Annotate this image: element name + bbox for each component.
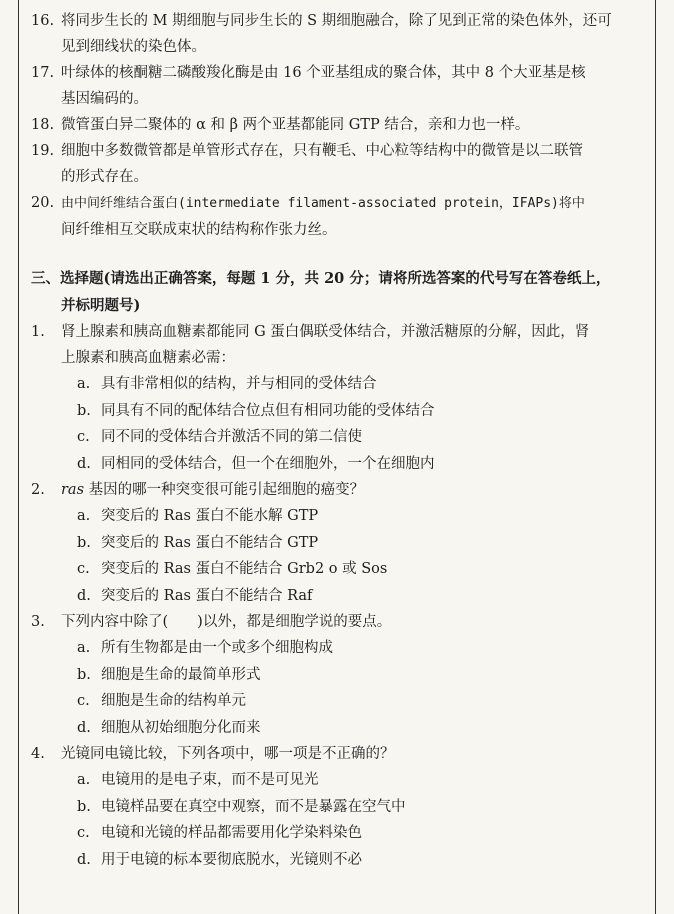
option-text: 同不同的受体结合并激活不同的第二信使 [101, 429, 362, 445]
question-3 [31, 609, 645, 741]
tf-item-19 [31, 138, 645, 190]
question-number: 4. [31, 746, 45, 762]
item-text: 细胞中多数微管都是单管形式存在，只有鞭毛、中心粒等结构中的微管是以二联管 [61, 143, 583, 159]
option-letter: a. [77, 508, 91, 524]
option-text: 用于电镜的标本要彻底脱水，光镜则不必 [101, 851, 362, 868]
option-a [77, 371, 645, 398]
question-2 [31, 477, 645, 609]
option-text: 细胞是生命的结构单元 [101, 693, 246, 709]
option-text: 电镜和光镜的样品都需要用化学染料染色 [101, 825, 362, 841]
option-letter: d. [77, 851, 91, 868]
option-text: 突变后的 Ras 蛋白不能结合 GTP [101, 534, 319, 551]
item-number: 16. [31, 13, 55, 29]
option-text: 细胞是生命的最简单形式 [101, 666, 261, 683]
option-letter: d. [77, 455, 91, 472]
item-text-cont: 间纤维相互交联成束状的结构称作张力丝。 [61, 222, 337, 238]
option-text: 突变后的 Ras 蛋白不能水解 GTP [101, 508, 319, 524]
option-text: 突变后的 Ras 蛋白不能结合 Raf [101, 587, 313, 604]
option-letter: b. [77, 402, 91, 419]
option-text: 所有生物都是由一个或多个细胞构成 [101, 640, 333, 656]
option-letter: a. [77, 376, 91, 392]
option-d [77, 847, 645, 874]
tf-item-18 [31, 112, 645, 138]
item-number: 19. [31, 143, 55, 159]
item-text-cont: 见到细线状的染色体。 [61, 39, 206, 55]
option-c [77, 556, 645, 583]
option-letter: a. [77, 772, 91, 788]
option-d [77, 451, 645, 478]
question-number: 1. [31, 324, 45, 340]
section-heading [31, 265, 645, 319]
option-d [77, 715, 645, 742]
question-number: 3. [31, 614, 45, 630]
question-stem: 肾上腺素和胰高血糖素都能同 G 蛋白偶联受体结合，并激活糖原的分解，因此，肾 [61, 324, 590, 340]
item-number: 20. [31, 195, 55, 211]
option-b [77, 662, 645, 689]
option-c [77, 688, 645, 715]
option-text: 电镜用的是电子束，而不是可见光 [101, 772, 319, 788]
question-stem: 基因的哪一种突变很可能引起细胞的癌变？ [84, 482, 365, 498]
question-1 [31, 319, 645, 477]
item-text: 叶绿体的核酮糖二磷酸羧化酶是由 16 个亚基组成的聚合体，其中 8 个大亚基是核 [61, 65, 586, 81]
option-a [77, 635, 645, 662]
option-text: 细胞从初始细胞分化而来 [101, 719, 261, 736]
option-letter: b. [77, 534, 91, 551]
item-text-cont: 基因编码的。 [61, 91, 148, 107]
section-heading-text: 三、选择题(请选出正确答案，每题 1 分，共 20 分；请将所选答案的代号写在答卷纸上， [31, 270, 611, 287]
option-c [77, 820, 645, 847]
item-text: 将同步生长的 M 期细胞与同步生长的 S 期细胞融合，除了见到正常的染色体外，还可 [61, 13, 612, 29]
option-text: 同相同的受体结合，但一个在细胞外，一个在细胞内 [101, 455, 435, 472]
item-text-cont: 的形式存在。 [61, 169, 148, 185]
item-number: 17. [31, 65, 55, 81]
item-text: 由中间纤维结合蛋白(intermediate filament-associated protein，IFAPs)将中 [61, 196, 585, 211]
option-b [77, 530, 645, 557]
question-number: 2. [31, 482, 45, 498]
option-letter: b. [77, 666, 91, 683]
option-text: 具有非常相似的结构，并与相同的受体结合 [101, 376, 377, 392]
option-text: 电镜样品要在真空中观察，而不是暴露在空气中 [101, 798, 406, 815]
option-letter: d. [77, 719, 91, 736]
option-letter: c. [77, 429, 90, 445]
option-letter: c. [77, 693, 90, 709]
option-d [77, 583, 645, 610]
exam-page [18, 0, 656, 914]
tf-item-16 [31, 8, 645, 60]
option-text: 突变后的 Ras 蛋白不能结合 Grb2 o 或 Sos [101, 561, 388, 577]
option-text: 同具有不同的配体结合位点但有相同功能的受体结合 [101, 402, 435, 419]
option-letter: b. [77, 798, 91, 815]
option-c [77, 424, 645, 451]
item-number: 18. [31, 117, 55, 133]
option-a [77, 767, 645, 794]
option-letter: c. [77, 561, 90, 577]
option-letter: a. [77, 640, 91, 656]
item-text: 微管蛋白异二聚体的 α 和 β 两个亚基都能同 GTP 结合，亲和力也一样。 [61, 117, 530, 133]
option-letter: c. [77, 825, 90, 841]
tf-item-20 [31, 190, 645, 243]
question-stem: 下列内容中除了( )以外，都是细胞学说的要点。 [61, 614, 392, 630]
section-heading-cont: 并标明题号) [61, 297, 141, 314]
option-b [77, 794, 645, 821]
option-b [77, 398, 645, 425]
tf-item-17 [31, 60, 645, 112]
option-a [77, 503, 645, 530]
question-4 [31, 741, 645, 873]
question-stem: 光镜同电镜比较，下列各项中，哪一项是不正确的？ [61, 746, 395, 762]
gene-name: ras [61, 482, 85, 498]
option-letter: d. [77, 587, 91, 604]
question-stem-cont: 上腺素和胰高血糖素必需： [61, 350, 235, 366]
